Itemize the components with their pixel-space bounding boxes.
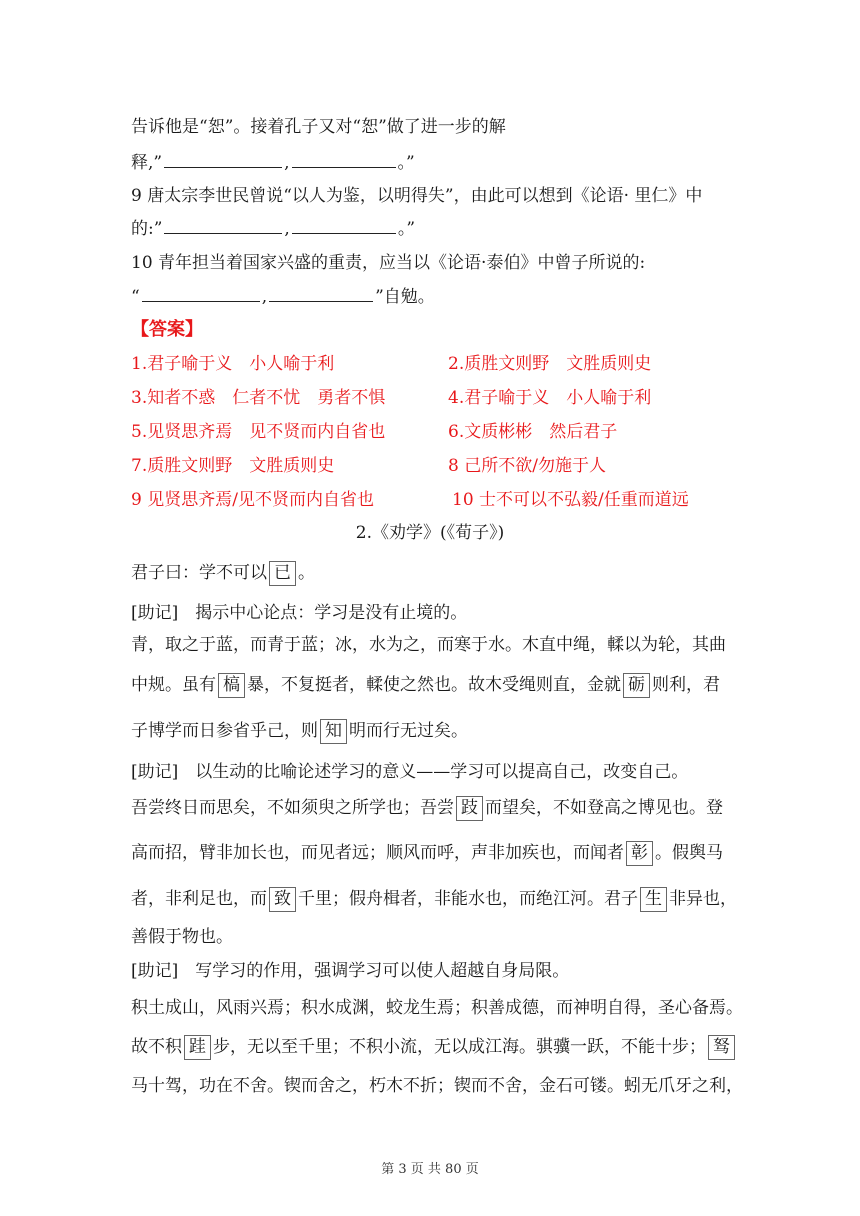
- answer-item: 10 士不可以不弘毅/任重而道远: [452, 490, 689, 510]
- classical-line: [131, 793, 723, 821]
- question-10-blank-line: [131, 282, 435, 307]
- annotated-char-box: 已: [269, 561, 296, 586]
- answer-item: 8 己所不欲/勿施于人: [448, 456, 606, 476]
- section-title: 2.《劝学》(《荀子》): [355, 523, 505, 543]
- text-segment: 则利，君: [652, 675, 720, 695]
- text-segment: 非异也，: [669, 889, 737, 909]
- memory-note: [助记] 写学习的作用，强调学习可以使人超越自身局限。: [131, 961, 570, 981]
- answer-item: 3.知者不惑 仁者不忧 勇者不惧: [131, 388, 386, 408]
- fill-blank: [292, 232, 396, 234]
- answer-item: 9 见贤思齐焉/见不贤而内自省也: [131, 490, 374, 510]
- answer-item: 7.质胜文则野 文胜质则史: [131, 456, 335, 476]
- text-segment: ,: [284, 153, 290, 173]
- text-segment: 而望矣，不如登高之博见也。登: [485, 798, 723, 818]
- annotated-char-box: 跬: [184, 1035, 211, 1060]
- question-blank-line: [131, 148, 415, 173]
- text-segment: “: [131, 287, 140, 307]
- answer-item: 6.文质彬彬 然后君子: [448, 422, 618, 442]
- text-segment: 子博学而日参省乎己，则: [131, 721, 318, 741]
- text-segment: 吾尝终日而思矣，不如须臾之所学也；吾尝: [131, 798, 454, 818]
- classical-line: [131, 716, 468, 744]
- text-segment: 暴，不复挺者，輮使之然也。故木受绳则直，金就: [247, 675, 621, 695]
- text-segment: 千里；假舟楫者，非能水也，而绝江河。君子: [298, 889, 638, 909]
- classical-line: 马十驾，功在不舍。锲而舍之，朽木不折；锲而不舍，金石可镂。蚓无爪牙之利，: [131, 1076, 743, 1096]
- classical-line: [131, 838, 723, 866]
- text-segment: 明而行无过矣。: [349, 721, 468, 741]
- annotated-char-box: 生: [640, 887, 667, 912]
- fill-blank: [269, 300, 373, 302]
- fill-blank: [164, 166, 282, 168]
- classical-line: 积土成山，风雨兴焉；积水成渊，蛟龙生焉；积善成德，而神明自得，圣心备焉。: [131, 998, 743, 1018]
- classical-line: [131, 670, 720, 698]
- annotated-char-box: 驽: [708, 1035, 735, 1060]
- answer-item: 4.君子喻于义 小人喻于利: [448, 388, 652, 408]
- classical-line: [131, 558, 315, 586]
- fill-blank: [292, 166, 396, 168]
- text-segment: 故不积: [131, 1037, 182, 1057]
- fill-blank: [164, 232, 282, 234]
- text-segment: 。假舆马: [655, 843, 723, 863]
- answer-item: 1.君子喻于义 小人喻于利: [131, 354, 335, 374]
- text-segment: 高而招，臂非加长也，而见者远；顺风而呼，声非加疾也，而闻者: [131, 843, 624, 863]
- classical-line: [131, 884, 737, 912]
- memory-note: [助记] 以生动的比喻论述学习的意义——学习可以提高自己，改变自己。: [131, 762, 689, 782]
- question-9-blank-line: [131, 214, 415, 239]
- text-segment: 。: [298, 563, 315, 583]
- text-segment: 释,”: [131, 153, 163, 173]
- annotated-char-box: 知: [320, 719, 347, 744]
- text-segment: 中规。虽有: [131, 675, 216, 695]
- classical-line: [131, 1032, 737, 1060]
- annotated-char-box: 致: [269, 887, 296, 912]
- text-segment: 。”: [397, 153, 415, 173]
- annotated-char-box: 跂: [456, 796, 483, 821]
- answer-item: 2.质胜文则野 文胜质则史: [448, 354, 652, 374]
- classical-line: 善假于物也。: [131, 927, 233, 947]
- annotated-char-box: 槁: [218, 673, 245, 698]
- question-9-text: 9 唐太宗李世民曾说“以人为鉴，以明得失”，由此可以想到《论语· 里仁》中: [131, 186, 703, 206]
- text-segment: 的:”: [131, 219, 163, 239]
- answer-item: 5.见贤思齐焉 见不贤而内自省也: [131, 422, 386, 442]
- text-segment: 步，无以至千里；不积小流，无以成江海。骐骥一跃，不能十步；: [213, 1037, 706, 1057]
- question-10-text: 10 青年担当着国家兴盛的重责，应当以《论语·泰伯》中曾子所说的:: [131, 253, 646, 273]
- annotated-char-box: 彰: [626, 841, 653, 866]
- text-segment: 者，非利足也，而: [131, 889, 267, 909]
- text-segment: ”自勉。: [375, 287, 435, 307]
- memory-note: [助记] 揭示中心论点：学习是没有止境的。: [131, 603, 468, 623]
- answers-heading: 【答案】: [131, 319, 203, 340]
- page-footer: 第 3 页 共 80 页: [381, 1162, 479, 1177]
- fill-blank: [142, 300, 260, 302]
- text-segment: ,: [261, 287, 268, 307]
- text-segment: ,: [284, 219, 290, 239]
- text-segment: 君子曰：学不可以: [131, 563, 267, 583]
- text-segment: 。”: [397, 219, 416, 239]
- classical-line: 青，取之于蓝，而青于蓝；冰，水为之，而寒于水。木直中绳，輮以为轮，其曲: [131, 635, 726, 655]
- question-text-line: 告诉他是“恕”。接着孔子又对“恕”做了进一步的解: [131, 117, 506, 137]
- annotated-char-box: 砺: [623, 673, 650, 698]
